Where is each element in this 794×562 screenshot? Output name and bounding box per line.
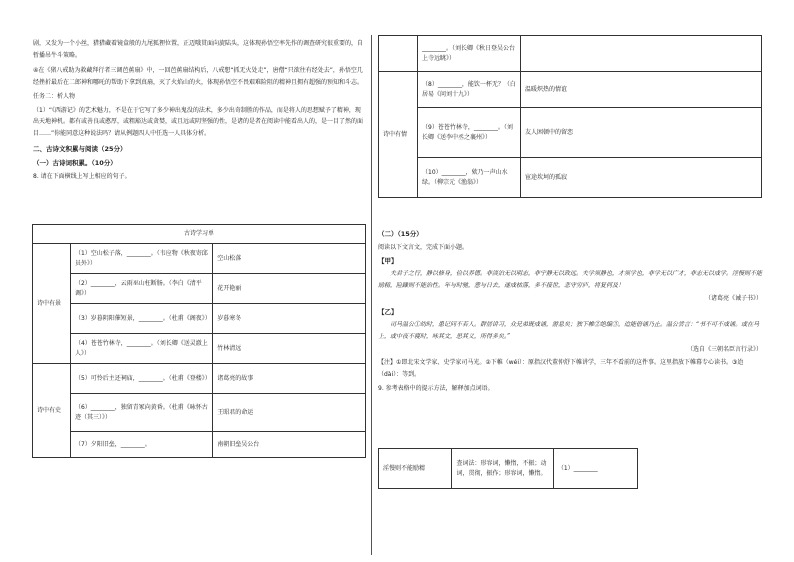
paragraph-2: ④在《猪八戒助为救藏拜行者三调芭蕉扇》中，一回芭蕉扇结构后，八戒想“抓无火处走”，唐僧“只欲往有经处去”，孙悟空几经挫折最后在二郎神和哪吒的帮助下拿到真扇，灭了火焰山的火，体现孙悟空不畏艰难险阻的精神且拥有超强的预知和斗志。 <box>33 67 364 86</box>
annotation-note: 【注】①即北宋文学家、史学家司马光。②下帷（wéi）：原指汉代董仲舒下帷讲学，三年不看前的这件事。这里指放下帷幕专心读书。③迨（dài）：等到。 <box>378 359 744 378</box>
passage-b-label: 【乙】 <box>378 308 398 316</box>
paragraph-1: 剧，又发为一个小丝，猎猎藏着镜盒般的九尾狐狸位置，正迈哦贯面向旋陆头，这体现孙悟空率先作的调查研究很重要的，自暂播吊牛斗策略。 <box>33 40 364 59</box>
section-two-heading: 二、古诗文积累与阅读（25分） <box>33 145 127 153</box>
category-blank <box>379 36 418 72</box>
word-cell: 淫慢则不能励精 <box>379 449 452 489</box>
table-cell-answer: 竹林清远 <box>213 334 366 364</box>
table-cell-question: ________。（刘长卿《秋日登吴公台上寺远眺》） <box>418 36 521 72</box>
table-cell-question: （1）空山松子落，________。（韦应物《秋夜寄邱员外》） <box>70 244 212 274</box>
subsection-two-heading: （二）（15分） <box>378 230 423 238</box>
table-cell-question: （4）苍苍竹林寺，________。（刘长卿《送灵澈上人》） <box>70 334 212 364</box>
passage-b-source: （选自《三朝名臣言行录》） <box>686 346 762 353</box>
paragraph-3: （1）“《西游记》的艺术魅力，不是在于它写了多少神出鬼没的法术，多少出奇制胜的作品，而是将人的思想赋予了精神，现出天地神机。都有或善良或憨厚，或粗豁达或贪婪，或且远或阴坚强的性，是诸的是者在阅读中能看出人的，是一目了然的面目……”你能同意这种说法吗？请从例题四人中任选一人具体分析。 <box>33 106 364 137</box>
table-cell-answer: 诸葛亮的故事 <box>213 364 366 394</box>
subsection-one-heading: （一）古诗词积累。（10分） <box>33 159 117 167</box>
method-cell: 查词法：形容词，懒惰，不振；动词，贯彻，振作；形容词，懒惰。 <box>452 449 553 489</box>
table-cell-answer: 花开艳丽 <box>213 274 366 304</box>
table-cell-question: （9）苍苍竹林寺，________。（刘长卿《送李中丞之襄州》） <box>418 108 521 158</box>
poem-study-table <box>32 224 366 458</box>
passage-a-label: 【甲】 <box>378 257 398 265</box>
left-column <box>33 0 365 182</box>
passage-b-text: 司马温公①幼时，患记问不若人。群居讲习，众兄弟既成诵，游息矣；独下帷②绝编③，迨能倍诵乃止。温公尝言：“书不可不成诵。或在马上，或中夜不寝时，咏其文，思其义，所得多矣。” <box>378 321 760 340</box>
word-explanation-table <box>378 448 638 489</box>
table-cell-answer: 岁暮寒冬 <box>213 304 366 334</box>
table-cell-answer: 南朝旧垒吴公台 <box>213 432 366 458</box>
passage-a-text: 夫君子之行，静以修身，俭以养德。非淡泊无以明志，非宁静无以致远。夫学须静也，才须学也，非学无以广才，非志无以成学。淫慢则不能励精，险躁则不能治性。年与时驰，意与日去，遂成枯落，多不接世，悲守穷庐，将复何及！ <box>378 270 763 289</box>
question-8: 8. 请在下面横线上写上相应的句子。 <box>33 173 131 180</box>
table-cell-question: （6）________，独留青冢向黄昏。（杜甫《咏怀古迹（其三）》） <box>70 394 212 432</box>
task-two-heading: 任务二：析人物 <box>33 93 76 100</box>
passage-a-source: （诸葛亮《诫子书》） <box>704 295 762 302</box>
table-cell-question: （2）________，云雨巫山枉断肠。（李白《清平调》） <box>70 274 212 304</box>
table-title: 古诗学习单 <box>33 225 366 244</box>
table-cell-answer: 王昭君的命运 <box>213 394 366 432</box>
reading-section <box>378 228 762 394</box>
table-cell-question: （3）岁暮阴阳催短景，________。（杜甫《阁夜》） <box>70 304 212 334</box>
category-landscape: 诗中有景 <box>33 244 71 364</box>
table-cell-answer: 宦途坎坷的孤寂 <box>521 158 762 198</box>
table-cell-question: （7）夕阳旧垒，________。 <box>70 432 212 458</box>
column-divider <box>371 35 372 555</box>
poem-study-table-continued <box>378 35 762 198</box>
table-cell-question: （10）________，欸乃一声山水绿。（柳宗元《渔翁》） <box>418 158 521 198</box>
table-cell-question: （5）可怜后主还祠庙，________。（杜甫《登楼》） <box>70 364 212 394</box>
category-emotion: 诗中有情 <box>379 72 418 198</box>
reading-instruction: 阅读以下文言文，完成下面小题。 <box>378 244 469 251</box>
category-history: 诗中有史 <box>33 364 71 458</box>
question-9: 9. 参考表格中的提示方法，解释加点词语。 <box>378 385 494 392</box>
table-cell-answer: 温暖炽热的情谊 <box>521 72 762 108</box>
table-cell-answer: 空山松落 <box>213 244 366 274</box>
table-cell-answer <box>521 36 762 72</box>
answer-cell: （1）________ <box>553 449 637 489</box>
table-cell-question: （8）________，能饮一杯无？（白居易《问刘十九》） <box>418 72 521 108</box>
table-cell-answer: 友人困顿中的留恋 <box>521 108 762 158</box>
